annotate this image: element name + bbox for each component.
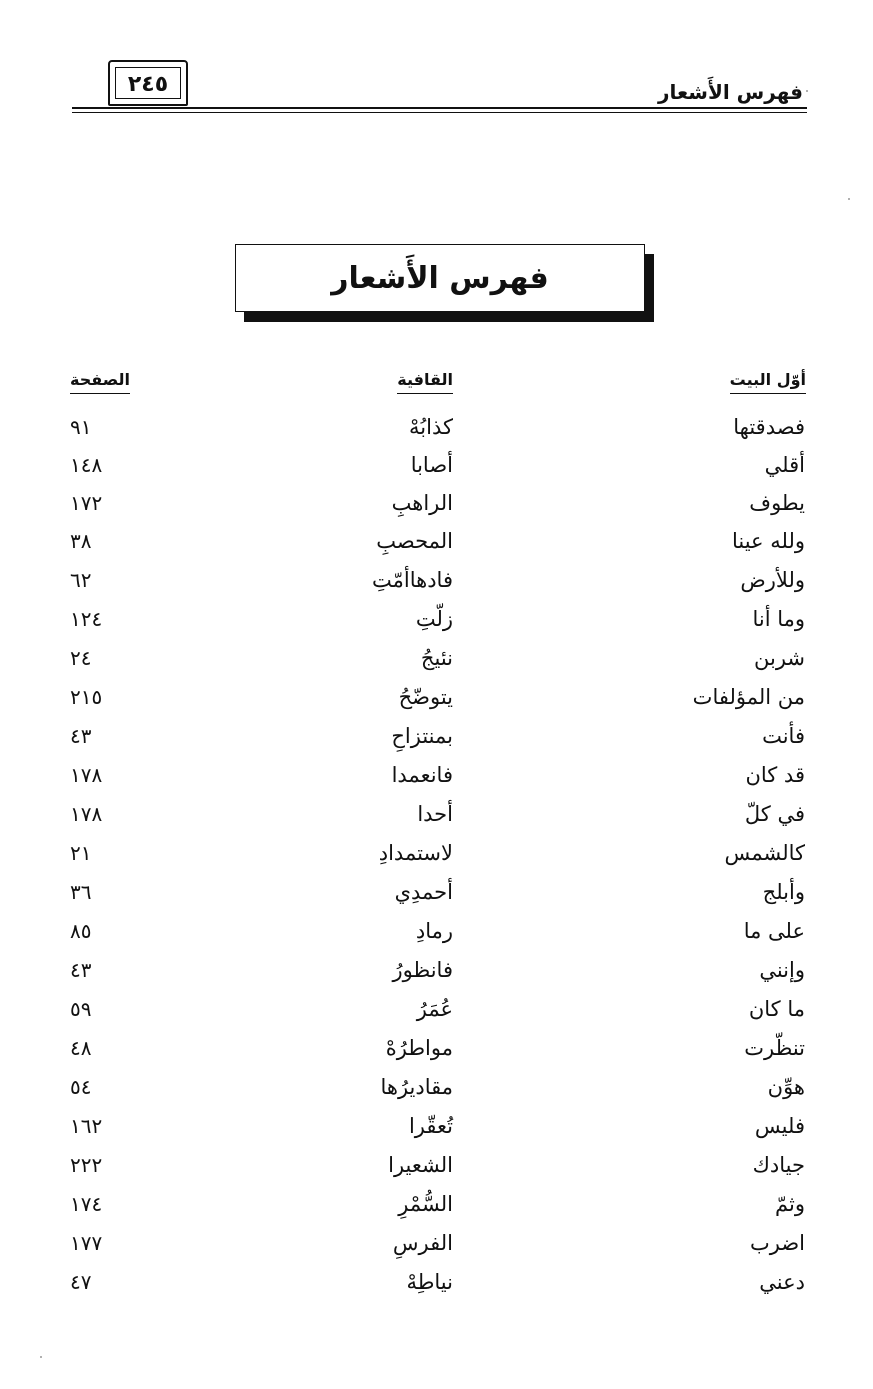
first-of-verse-cell: هوِّن [767,1075,805,1099]
rhyme-cell: أصابا [410,453,453,477]
table-row [0,408,873,446]
first-of-verse-cell: فأنت [762,724,805,748]
first-of-verse-cell: وما أنا [752,607,805,631]
page-cell: ٤٧ [70,1270,92,1294]
page-number-book-icon [108,60,188,106]
rhyme-cell: رمادِ [415,919,453,943]
rhyme-cell: فانعمدا [391,763,453,787]
page-cell: ١٧٧ [70,1231,103,1255]
rhyme-cell: لاستمدادِ [378,841,453,865]
table-row [0,1224,873,1262]
page-cell: ٤٣ [70,724,92,748]
table-row [0,484,873,522]
rhyme-cell: الفرسِ [392,1231,453,1255]
page-cell: ٥٤ [70,1075,92,1099]
page-cell: ٦٢ [70,568,92,592]
page-cell: ١٧٢ [70,491,103,515]
table-row [0,446,873,484]
rhyme-cell: الشعيرا [388,1153,453,1177]
page-cell: ٣٨ [70,529,92,553]
first-of-verse-cell: قد كان [745,763,805,787]
first-of-verse-cell: فصدقتها [733,415,805,439]
first-of-verse-cell: فليس [754,1114,805,1138]
rhyme-cell: أحمدِي [394,880,453,904]
first-of-verse-cell: ما كان [748,997,805,1021]
first-of-verse-cell: من المؤلفات [692,685,805,709]
first-of-verse-cell: اضرب [749,1231,805,1255]
rhyme-cell: السُّمْرِ [398,1192,453,1216]
table-row [0,756,873,794]
table-row [0,717,873,755]
page-cell: ٢٤ [70,646,92,670]
rhyme-cell: فانظورُ [392,958,453,982]
page-cell: ١٦٢ [70,1114,103,1138]
rhyme-cell: نياطِهْ [406,1270,453,1294]
running-title: فهرس الأَشعار [657,80,803,104]
table-row [0,561,873,599]
table-row [0,873,873,911]
column-header-page: الصفحة [70,370,130,394]
column-header-first-of-verse: أوّل البيت [730,370,806,394]
rhyme-cell: مقاديرُها [380,1075,453,1099]
first-of-verse-cell: وأبلج [762,880,805,904]
page-cell: ٨٥ [70,919,92,943]
rhyme-cell: فادهاأمّتِ [372,568,453,592]
rhyme-cell: يتوضّحُ [398,685,453,709]
rhyme-cell: مواطرُهْ [385,1036,453,1060]
page-cell: ٢٢٢ [70,1153,103,1177]
first-of-verse-cell: دعني [759,1270,805,1294]
first-of-verse-cell: يطوف [749,491,805,515]
table-row [0,990,873,1028]
page-cell: ٤٣ [70,958,92,982]
header-rule-thin [72,112,807,113]
page-cell: ١٧٤ [70,1192,103,1216]
first-of-verse-cell: شربن [753,646,805,670]
table-row [0,1029,873,1067]
column-header-rhyme: القافية [397,370,453,394]
rhyme-cell: المحصبِ [376,529,453,553]
rhyme-cell: كذابُهْ [409,415,453,439]
table-row [0,1107,873,1145]
first-of-verse-cell: جيادك [752,1153,805,1177]
first-of-verse-cell: كالشمس [724,841,805,865]
table-row [0,1068,873,1106]
page-cell: ٣٦ [70,880,92,904]
page-cell: ١٤٨ [70,453,103,477]
scan-speck [848,198,850,200]
page-number: ٢٤٥ [127,72,169,97]
first-of-verse-cell: على ما [743,919,805,943]
page-cell: ٢١٥ [70,685,103,709]
table-row [0,795,873,833]
table-row [0,912,873,950]
page-cell: ٩١ [70,415,92,439]
page-title: فهرس الأَشعار [331,260,549,296]
page-cell: ١٢٤ [70,607,103,631]
table-row [0,834,873,872]
table-row [0,522,873,560]
rhyme-cell: تُعقّرا [408,1114,453,1138]
page-cell: ١٧٨ [70,802,103,826]
scan-speck [806,90,808,92]
table-row [0,1185,873,1223]
page-cell: ٤٨ [70,1036,92,1060]
first-of-verse-cell: وللأرض [740,568,805,592]
rhyme-cell: عُمَرُ [416,997,453,1021]
table-row [0,1263,873,1301]
table-row [0,951,873,989]
table-row [0,1146,873,1184]
first-of-verse-cell: تنظّرت [744,1036,805,1060]
page-cell: ٥٩ [70,997,92,1021]
first-of-verse-cell: أقلي [764,453,805,477]
first-of-verse-cell: وإنني [759,958,805,982]
rhyme-cell: الراهبِ [391,491,453,515]
title-box [235,244,645,312]
rhyme-cell: نئيجُ [420,646,453,670]
scan-speck [40,1356,42,1358]
first-of-verse-cell: ولله عينا [731,529,805,553]
rhyme-cell: زلّتِ [415,607,453,631]
table-row [0,600,873,638]
page-cell: ٢١ [70,841,92,865]
table-row [0,678,873,716]
table-row [0,639,873,677]
first-of-verse-cell: في كلّ [744,802,805,826]
rhyme-cell: بمنتزاحِ [391,724,453,748]
page-cell: ١٧٨ [70,763,103,787]
header-rule [72,107,807,109]
first-of-verse-cell: وثمّ [775,1192,805,1216]
rhyme-cell: أحدا [417,802,453,826]
